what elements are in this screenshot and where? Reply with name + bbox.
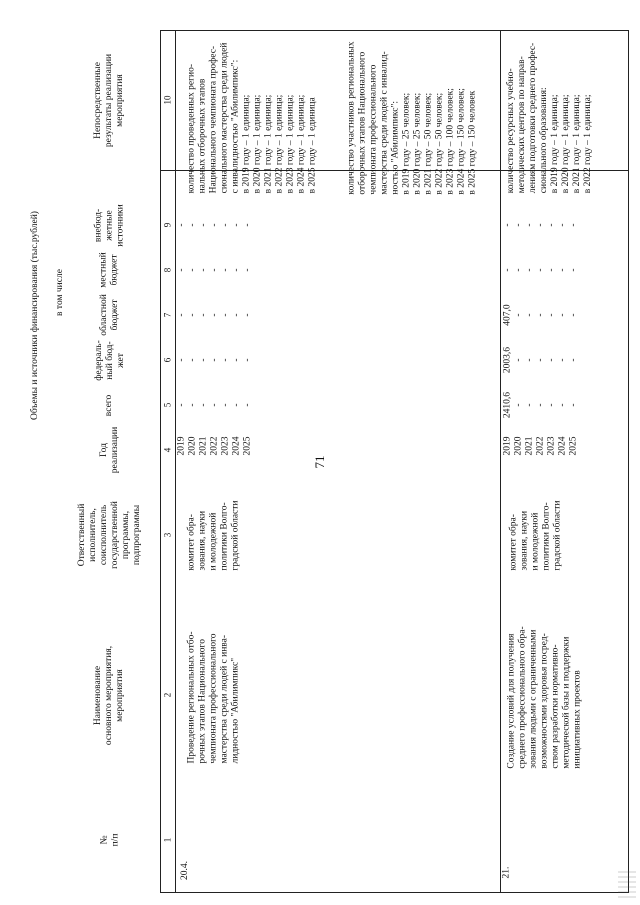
table-cell: - [557,268,568,272]
row-21-executor: комитет обра- зования, науки и молодежной политики Волго- градской области [508,499,563,571]
table-cell: - [502,268,513,272]
table-cell: - [546,358,557,362]
table-cell: - [231,403,242,407]
table-cell: - [242,358,253,362]
table-cell: - [557,358,568,362]
table-cell: - [242,313,253,317]
table-cell: 2023 [220,436,231,456]
header-federal: федераль- ный бюд- жет [93,339,126,381]
header-local: местный бюджет [98,252,120,288]
table-cell: - [502,223,513,227]
table-cell: - [568,268,579,272]
table-cell: 407,0 [502,304,513,326]
table-cell: - [513,403,524,407]
column-number-4: 4 [162,447,173,453]
table-cell: - [187,223,198,227]
row-21-number: 21. [501,866,512,879]
table-cell: - [176,313,187,317]
table-cell: - [198,223,209,227]
table-cell: - [557,313,568,317]
table-cell: - [546,268,557,272]
header-funding-group: Объемы и источники финансирования (тыс.рублей) [29,210,40,420]
table-cell: 2019 [502,436,513,456]
column-number-6: 6 [162,357,173,363]
table-cell: 2020 [513,436,524,456]
table-cell: - [231,268,242,272]
table-cell: 2019 [176,436,187,456]
table-cell: 2022 [535,436,546,456]
column-number-1: 1 [162,837,173,843]
header-regional: областной бюджет [99,294,120,336]
table-cell: - [568,223,579,227]
table-cell: 2022 [209,436,220,456]
table-cell: - [513,358,524,362]
table-cell: - [568,358,579,362]
table-cell: - [209,313,220,317]
table-cell: - [187,358,198,362]
header-executor: Ответственный исполнитель, соисполнитель государственной программы, подпрограммы [77,501,142,569]
table-cell: - [231,223,242,227]
table-cell: 2021 [198,436,209,456]
header-offbudget: внебюд- жетные источники [93,203,126,247]
table-cell: - [546,313,557,317]
table-cell: - [242,403,253,407]
table-cell: - [557,403,568,407]
table-cell: - [220,268,231,272]
table-cell: 2025 [242,436,253,456]
table-cell: - [187,268,198,272]
table-cell: - [209,403,220,407]
page-number: 71 [312,455,327,469]
row-21-name: Создание условий для получения среднего профессионального обра- зования людьми с ограниченными возможностями здоровья посред- ством разработки нормативно- методической базы и поддержки инициативных проектов [506,626,583,769]
table-cell: - [524,268,535,272]
table-cell: - [546,403,557,407]
header-results: Непосредственные результаты реализации мероприятия [93,53,126,147]
table-cell: - [513,223,524,227]
row-20-4-number: 20.4. [179,860,190,880]
table-cell: - [231,313,242,317]
table-cell: - [546,223,557,227]
table-cell: - [220,403,231,407]
table-cell: - [198,358,209,362]
column-number-5: 5 [162,402,173,408]
column-number-8: 8 [162,267,173,273]
header-total: всего [104,394,115,416]
row-20-4-name: Проведение региональных отбо- рочных этапов Национального чемпионата профессионального мастерства среди людей с инва- лидностью "Абилимпикс" [186,631,241,764]
row-20-4-executor: комитет обра- зования, науки и молодежной политики Волго- градской области [186,499,241,571]
table-cell: - [176,223,187,227]
header-in-that-number: в том числе [54,269,65,316]
table-cell: - [198,313,209,317]
table-cell: - [513,313,524,317]
header-year: Год реализации [99,426,120,474]
table-cell: - [220,358,231,362]
column-number-7: 7 [162,312,173,318]
column-number-9: 9 [162,222,173,228]
table-cell: - [242,223,253,227]
table-cell: - [231,358,242,362]
header-name: Наименование основного мероприятия, мероприятия [93,645,126,745]
row-21-results: количество ресурсных учебно- методических центров по направ- лениям подготовки среднего профес- сионального образования: в 2019 году – 1 единица; в 2020 году – 1 единица; в 2021 году – 1 единица; в 2022 году – 1 единица; [506,42,594,193]
header-number: № п/п [99,833,120,847]
table-cell: - [524,403,535,407]
table-cell: 2410,6 [502,391,513,419]
table-cell: - [242,268,253,272]
column-number-3: 3 [162,532,173,538]
table-cell: - [209,268,220,272]
table-cell: - [209,358,220,362]
table-cell: 2023 [546,436,557,456]
table-cell: - [524,358,535,362]
table-cell: - [535,403,546,407]
scan-artifact [618,870,636,898]
table-cell: - [535,223,546,227]
row-20-4-results: количество проведенных регио- нальных отборочных этапов Национального чемпионата профес- сионального мастерства среди людей с инвалидностью "Абилимпикс": в 2019 году – 1 единица; в 2020 году – 1 единица; в 2021 году – 1 единица; в 2022 году – 1 единица; в 2023 году – 1 единица; в 2024 году – 1 единица; в 2025 году – 1 единица [186,42,318,193]
table-cell: - [524,223,535,227]
table-cell: - [535,268,546,272]
table-cell: - [176,403,187,407]
table-cell: - [187,403,198,407]
table-cell: - [513,268,524,272]
table-cell: - [557,223,568,227]
row-20-4-results-participants: количество участников региональных отборочных этапов Национального чемпионата профессионального мастерства среди людей с инвалид- ностью "Абилимпикс": в 2019 году – 25 человек; в 2020 году – 25 человек; в 2021 году – 50 человек; в 2022 году – 50 человек; в 2023 году – 100 человек; в 2024 году – 150 человек; в 2025 году – 150 человек [346,40,478,195]
table-cell: - [524,313,535,317]
table-cell: - [535,358,546,362]
table-cell: 2025 [568,436,579,456]
table-cell: - [198,268,209,272]
table-cell: - [568,313,579,317]
table-cell: 2024 [231,436,242,456]
table-cell: 2020 [187,436,198,456]
table-cell: - [198,403,209,407]
table-cell: - [220,223,231,227]
table-cell: - [220,313,231,317]
column-number-10: 10 [162,95,173,105]
table-cell: - [535,313,546,317]
table-cell: 2021 [524,436,535,456]
table-cell: 2024 [557,436,568,456]
table-cell: - [187,313,198,317]
table-cell: - [176,358,187,362]
column-number-2: 2 [162,692,173,698]
table-cell: 2003,6 [502,346,513,374]
table-cell: - [176,268,187,272]
table-cell: - [568,403,579,407]
table-cell: - [209,223,220,227]
